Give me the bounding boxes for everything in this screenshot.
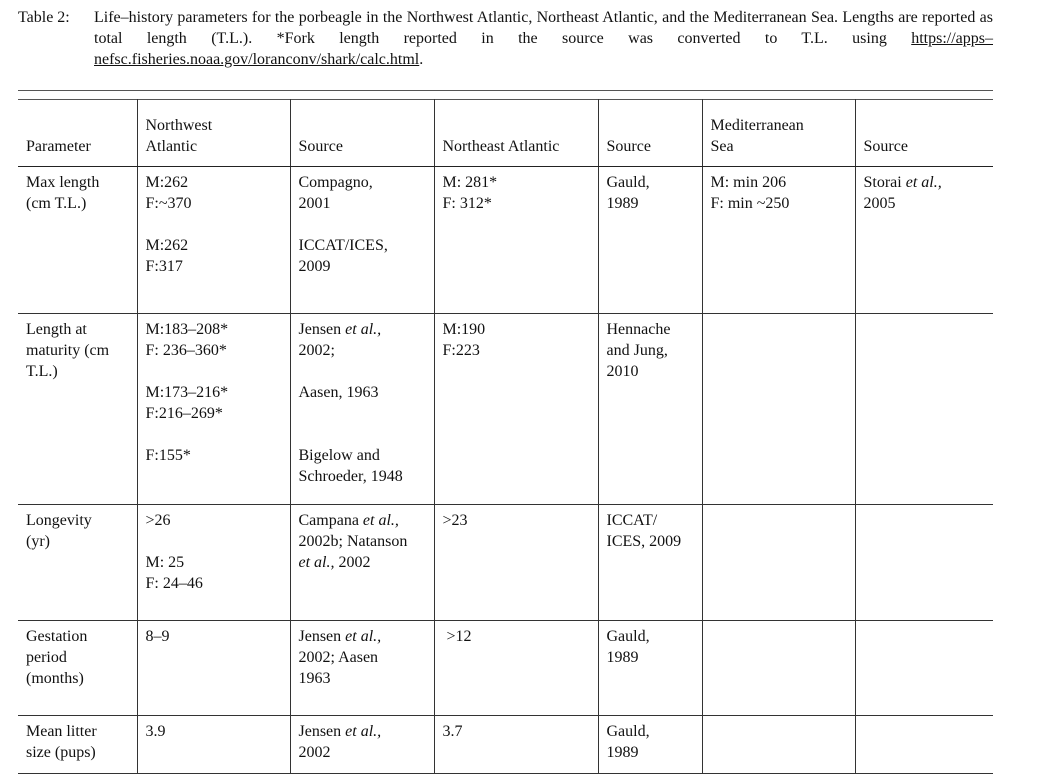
life-history-table <box>18 99 993 774</box>
calculator-link[interactable]: https://apps–nefsc.fisheries.noaa.gov/loranconv/shark/calc.html <box>94 30 993 68</box>
caption-label: Table 2: <box>18 9 70 26</box>
cell-mediterranean <box>702 505 855 621</box>
cell-source-2: Gauld, 1989 <box>598 716 702 774</box>
table-row-longevity <box>18 505 993 621</box>
caption-end: . <box>419 51 424 68</box>
cell-source-3 <box>855 505 993 621</box>
header-source-3: Source <box>855 99 993 167</box>
header-source-1: Source <box>290 99 434 167</box>
cell-source-2: Gauld, 1989 <box>598 167 702 314</box>
header-parameter: Parameter <box>18 99 137 167</box>
cell-northwest: M:262 F:~370 M:262 F:317 <box>137 167 290 314</box>
cell-northwest: M:183–208* F: 236–360* M:173–216* F:216–269* F:155* <box>137 314 290 505</box>
cell-source-3: Storai et al., 2005 <box>855 167 993 314</box>
header-northwest-atlantic: Northwest Atlantic <box>137 99 290 167</box>
cell-parameter: Longevity (yr) <box>18 505 137 621</box>
caption-text <box>94 7 993 70</box>
table-row-mean-litter-size <box>18 716 993 774</box>
cell-northwest: 8–9 <box>137 621 290 716</box>
top-rule-1 <box>18 90 993 91</box>
table-caption <box>18 7 993 70</box>
cell-source-2: ICCAT/ ICES, 2009 <box>598 505 702 621</box>
cell-mediterranean <box>702 314 855 505</box>
cell-source-1: Jensen et al., 2002 <box>290 716 434 774</box>
cell-mediterranean <box>702 621 855 716</box>
cell-source-3 <box>855 314 993 505</box>
cell-northeast: 3.7 <box>434 716 598 774</box>
cell-parameter: Length at maturity (cm T.L.) <box>18 314 137 505</box>
table-row-length-at-maturity <box>18 314 993 505</box>
caption-body: Life–history parameters for the porbeagle in the Northwest Atlantic, Northeast Atlantic, and the Mediterranean Sea. Lengths are reported as total length (T.L.). *Fork length reported in the source was converted to T.L. using <box>94 9 993 47</box>
cell-northeast: M:190 F:223 <box>434 314 598 505</box>
header-northeast-atlantic: Northeast Atlantic <box>434 99 598 167</box>
cell-mediterranean <box>702 716 855 774</box>
cell-mediterranean: M: min 206 F: min ~250 <box>702 167 855 314</box>
table-row-max-length <box>18 167 993 314</box>
header-row <box>18 99 993 167</box>
cell-northeast: >23 <box>434 505 598 621</box>
cell-source-2: Hennache and Jung, 2010 <box>598 314 702 505</box>
cell-parameter: Max length (cm T.L.) <box>18 167 137 314</box>
table-row-gestation-period <box>18 621 993 716</box>
cell-northeast: M: 281* F: 312* <box>434 167 598 314</box>
cell-source-3 <box>855 621 993 716</box>
cell-parameter: Mean litter size (pups) <box>18 716 137 774</box>
cell-source-1: Jensen et al., 2002; Aasen 1963 <box>290 621 434 716</box>
cell-source-3 <box>855 716 993 774</box>
header-source-2: Source <box>598 99 702 167</box>
cell-northeast: >12 <box>434 621 598 716</box>
cell-source-1: Jensen et al., 2002; Aasen, 1963 Bigelow and Schroeder, 1948 <box>290 314 434 505</box>
cell-source-1: Campana et al., 2002b; Natanson et al., 2002 <box>290 505 434 621</box>
cell-source-1: Compagno, 2001 ICCAT/ICES, 2009 <box>290 167 434 314</box>
header-mediterranean-sea: Mediterranean Sea <box>702 99 855 167</box>
cell-northwest: >26 M: 25 F: 24–46 <box>137 505 290 621</box>
cell-northwest: 3.9 <box>137 716 290 774</box>
cell-parameter: Gestation period (months) <box>18 621 137 716</box>
cell-source-2: Gauld, 1989 <box>598 621 702 716</box>
